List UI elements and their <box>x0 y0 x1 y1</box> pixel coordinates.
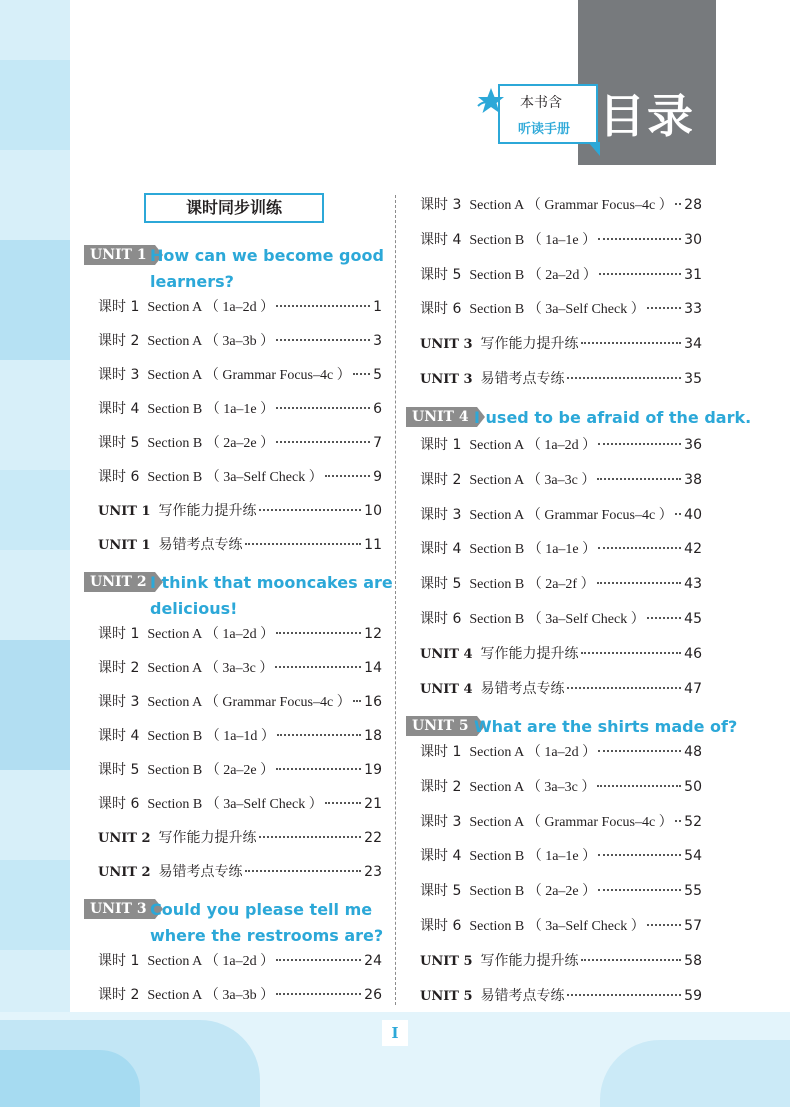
dot-leader <box>598 889 681 891</box>
toc-lesson-label: 课时 2 <box>420 779 462 795</box>
toc-entry[interactable] <box>420 678 702 700</box>
dot-leader <box>276 993 361 995</box>
dot-leader <box>597 582 682 584</box>
toc-lesson-label: 课时 6 <box>420 611 462 627</box>
dot-leader <box>581 342 682 344</box>
toc-lesson-label: 课时 5 <box>420 883 462 899</box>
toc-entry[interactable] <box>420 469 702 491</box>
toc-lesson-label: 课时 3 <box>420 814 462 830</box>
toc-entry-topic: Section A （ 3a–3b ） <box>147 988 275 1003</box>
dot-leader <box>276 305 370 307</box>
toc-entry-topic: Section B （ 2a–2e ） <box>147 763 275 778</box>
unit-title-line: learners? <box>150 272 234 291</box>
toc-page-number: 23 <box>364 864 382 880</box>
toc-entry[interactable] <box>98 466 382 488</box>
toc-page-number: 7 <box>373 435 382 451</box>
toc-lesson-label: 课时 4 <box>420 848 462 864</box>
toc-entry-topic: Section B （ 1a–1e ） <box>147 402 275 417</box>
toc-entry[interactable] <box>420 741 702 763</box>
dot-leader <box>567 377 682 379</box>
toc-page-number: 1 <box>373 299 382 315</box>
toc-entry[interactable] <box>98 759 382 781</box>
toc-entry[interactable] <box>420 264 702 286</box>
toc-entry-topic: 易错考点专练 <box>158 865 243 880</box>
unit-title-line: What are the shirts made of? <box>474 717 738 736</box>
toc-lesson-label: 课时 1 <box>420 437 462 453</box>
toc-entry[interactable] <box>98 330 382 352</box>
toc-page-number: 59 <box>684 988 702 1004</box>
toc-unit-label: UNIT 4 <box>420 647 473 662</box>
toc-page-number: 24 <box>364 953 382 969</box>
toc-entry-topic: Section B （ 2a–2f ） <box>469 577 595 592</box>
toc-page-number: 38 <box>684 472 702 488</box>
dot-leader <box>325 475 370 477</box>
dot-leader <box>567 687 682 689</box>
toc-entry[interactable] <box>98 623 382 645</box>
toc-entry-topic: Section B （ 3a–Self Check ） <box>469 302 645 317</box>
unit-title-line: where the restrooms are? <box>150 926 384 945</box>
toc-lesson-label: 课时 6 <box>420 301 462 317</box>
unit-title-line: I used to be afraid of the dark. <box>474 408 752 427</box>
left-background-stripe <box>0 240 70 360</box>
left-background-stripe <box>0 640 70 770</box>
dot-leader <box>647 617 681 619</box>
toc-entry[interactable] <box>98 861 382 883</box>
toc-lesson-label: 课时 2 <box>98 660 140 676</box>
toc-page-number: 21 <box>364 796 382 812</box>
toc-page-number: 34 <box>684 336 702 352</box>
toc-page-number: 52 <box>684 814 702 830</box>
toc-entry[interactable] <box>98 984 382 1006</box>
toc-page-number: 5 <box>373 367 382 383</box>
toc-entry-topic: 写作能力提升练 <box>480 337 579 352</box>
toc-page-number: 54 <box>684 848 702 864</box>
dot-leader <box>353 700 361 702</box>
dot-leader <box>598 238 681 240</box>
toc-entry-topic: Section B （ 3a–Self Check ） <box>147 470 323 485</box>
dot-leader <box>276 959 361 961</box>
toc-entry[interactable] <box>420 229 702 251</box>
toc-entry[interactable] <box>98 534 382 556</box>
toc-entry-topic: Section B （ 1a–1e ） <box>469 542 597 557</box>
dot-leader <box>276 339 370 341</box>
dot-leader <box>353 373 370 375</box>
star-icon <box>476 86 506 116</box>
toc-entry-topic: Section A （ 3a–3b ） <box>147 334 275 349</box>
toc-page-number: 57 <box>684 918 702 934</box>
toc-entry-topic: Section A （ 3a–3c ） <box>469 780 596 795</box>
toc-lesson-label: 课时 1 <box>98 953 140 969</box>
toc-page-number: 11 <box>364 537 382 553</box>
toc-unit-label: UNIT 5 <box>420 954 473 969</box>
toc-lesson-label: 课时 4 <box>98 728 140 744</box>
toc-entry[interactable] <box>420 333 702 355</box>
toc-entry[interactable] <box>98 500 382 522</box>
toc-page-number: 35 <box>684 371 702 387</box>
unit-title-line: I think that mooncakes are <box>150 573 393 592</box>
toc-entry[interactable] <box>98 725 382 747</box>
toc-entry[interactable] <box>98 950 382 972</box>
toc-page-number: 33 <box>684 301 702 317</box>
toc-lesson-label: 课时 1 <box>98 299 140 315</box>
toc-entry[interactable] <box>98 657 382 679</box>
toc-entry-topic: 写作能力提升练 <box>480 647 579 662</box>
toc-page-number: 10 <box>364 503 382 519</box>
toc-entry-topic: Section A （ Grammar Focus–4c ） <box>147 368 351 383</box>
toc-lesson-label: 课时 5 <box>420 576 462 592</box>
unit-tag: UNIT 4 <box>406 407 477 427</box>
unit-header[interactable] <box>84 243 384 293</box>
badge-line-1: 本书含 <box>520 95 562 111</box>
dot-leader <box>675 203 681 205</box>
toc-entry[interactable] <box>420 776 702 798</box>
toc-lesson-label: 课时 4 <box>420 232 462 248</box>
unit-title-line: How can we become good <box>150 246 384 265</box>
unit-tag: UNIT 2 <box>84 572 155 592</box>
dot-leader <box>245 870 362 872</box>
toc-entry-topic: 易错考点专练 <box>158 538 243 553</box>
page-number: I <box>382 1020 408 1046</box>
toc-page-number: 47 <box>684 681 702 697</box>
dot-leader <box>597 785 681 787</box>
badge-line-2: 听读手册 <box>518 122 571 137</box>
toc-entry-topic: Section A （ Grammar Focus–4c ） <box>469 815 673 830</box>
toc-entry-topic: 易错考点专练 <box>480 372 565 387</box>
toc-lesson-label: 课时 4 <box>98 401 140 417</box>
bottom-wave <box>0 1050 140 1107</box>
dot-leader <box>259 836 362 838</box>
dot-leader <box>598 854 681 856</box>
toc-page-number: 45 <box>684 611 702 627</box>
toc-page-number: 6 <box>373 401 382 417</box>
toc-entry-topic: Section B （ 1a–1e ） <box>469 233 597 248</box>
toc-page-number: 48 <box>684 744 702 760</box>
dot-leader <box>647 307 681 309</box>
toc-entry[interactable] <box>98 296 382 318</box>
toc-entry-topic: Section B （ 3a–Self Check ） <box>147 797 323 812</box>
toc-entry[interactable] <box>98 432 382 454</box>
toc-unit-label: UNIT 3 <box>420 372 473 387</box>
toc-page-number: 3 <box>373 333 382 349</box>
toc-entry-topic: 易错考点专练 <box>480 682 565 697</box>
toc-entry[interactable] <box>420 845 702 867</box>
toc-entry-topic: Section B （ 2a–2e ） <box>469 884 597 899</box>
dot-leader <box>597 478 681 480</box>
toc-entry[interactable] <box>420 434 702 456</box>
toc-lesson-label: 课时 2 <box>98 333 140 349</box>
toc-page-number: 46 <box>684 646 702 662</box>
toc-entry[interactable] <box>420 915 702 937</box>
toc-entry[interactable] <box>420 811 702 833</box>
unit-title-line: Could you please tell me <box>150 900 373 919</box>
toc-entry-topic: Section A （ 1a–2d ） <box>147 627 275 642</box>
dot-leader <box>276 407 370 409</box>
toc-page-number: 26 <box>364 987 382 1003</box>
toc-page-number: 9 <box>373 469 382 485</box>
toc-page-number: 30 <box>684 232 702 248</box>
badge-tail <box>588 142 600 156</box>
toc-page-number: 55 <box>684 883 702 899</box>
toc-entry-topic: Section A （ 3a–3c ） <box>147 661 274 676</box>
dot-leader <box>276 441 370 443</box>
toc-entry[interactable] <box>420 194 702 216</box>
toc-page-number: 43 <box>684 576 702 592</box>
toc-lesson-label: 课时 3 <box>420 197 462 213</box>
page-title: 目录 <box>599 89 695 143</box>
dot-leader <box>276 768 361 770</box>
toc-entry-topic: Section B （ 1a–1d ） <box>147 729 275 744</box>
toc-entry-topic: 写作能力提升练 <box>158 831 257 846</box>
unit-header[interactable] <box>84 570 393 620</box>
toc-unit-label: UNIT 1 <box>98 538 151 553</box>
toc-entry-topic: Section B （ 2a–2d ） <box>469 268 597 283</box>
dot-leader <box>599 273 681 275</box>
left-background-stripe <box>0 470 70 550</box>
toc-lesson-label: 课时 5 <box>98 435 140 451</box>
toc-lesson-label: 课时 5 <box>420 267 462 283</box>
toc-entry-topic: Section A （ Grammar Focus–4c ） <box>469 198 673 213</box>
toc-lesson-label: 课时 2 <box>98 987 140 1003</box>
toc-page-number: 40 <box>684 507 702 523</box>
toc-entry[interactable] <box>98 793 382 815</box>
toc-lesson-label: 课时 3 <box>98 694 140 710</box>
toc-entry[interactable] <box>420 880 702 902</box>
toc-entry[interactable] <box>98 364 382 386</box>
dot-leader <box>581 652 682 654</box>
toc-unit-label: UNIT 1 <box>98 504 151 519</box>
unit-header[interactable] <box>84 897 384 947</box>
toc-entry[interactable] <box>420 950 702 972</box>
toc-page-number: 22 <box>364 830 382 846</box>
toc-lesson-label: 课时 6 <box>98 469 140 485</box>
toc-unit-label: UNIT 2 <box>98 831 151 846</box>
toc-page-number: 31 <box>684 267 702 283</box>
toc-entry-topic: Section A （ 1a–2d ） <box>147 300 275 315</box>
toc-entry[interactable] <box>420 504 702 526</box>
toc-page-number: 50 <box>684 779 702 795</box>
toc-unit-label: UNIT 4 <box>420 682 473 697</box>
dot-leader <box>675 820 681 822</box>
toc-page-number: 16 <box>364 694 382 710</box>
dot-leader <box>259 509 362 511</box>
toc-page-number: 12 <box>364 626 382 642</box>
toc-page-number: 58 <box>684 953 702 969</box>
unit-tag: UNIT 3 <box>84 899 155 919</box>
toc-unit-label: UNIT 5 <box>420 989 473 1004</box>
toc-entry-topic: Section A （ 1a–2d ） <box>147 954 275 969</box>
toc-page-number: 36 <box>684 437 702 453</box>
toc-page-number: 18 <box>364 728 382 744</box>
toc-entry-topic: Section A （ 3a–3c ） <box>469 473 596 488</box>
column-divider <box>395 195 396 1005</box>
toc-unit-label: UNIT 2 <box>98 865 151 880</box>
left-background-stripe <box>0 860 70 950</box>
toc-page-number: 19 <box>364 762 382 778</box>
toc-entry-topic: Section B （ 1a–1e ） <box>469 849 597 864</box>
toc-entry[interactable] <box>420 608 702 630</box>
toc-lesson-label: 课时 6 <box>98 796 140 812</box>
section-title: 课时同步训练 <box>144 193 324 223</box>
toc-entry[interactable] <box>420 643 702 665</box>
dot-leader <box>245 543 362 545</box>
toc-lesson-label: 课时 5 <box>98 762 140 778</box>
toc-entry-topic: Section A （ 1a–2d ） <box>469 438 597 453</box>
dot-leader <box>598 443 681 445</box>
dot-leader <box>276 632 361 634</box>
toc-entry[interactable] <box>98 827 382 849</box>
toc-lesson-label: 课时 1 <box>98 626 140 642</box>
toc-lesson-label: 课时 6 <box>420 918 462 934</box>
dot-leader <box>647 924 681 926</box>
toc-page-number: 28 <box>684 197 702 213</box>
toc-entry-topic: 写作能力提升练 <box>158 504 257 519</box>
toc-lesson-label: 课时 4 <box>420 541 462 557</box>
dot-leader <box>277 734 361 736</box>
toc-lesson-label: 课时 1 <box>420 744 462 760</box>
dot-leader <box>275 666 361 668</box>
toc-entry[interactable] <box>420 298 702 320</box>
toc-unit-label: UNIT 3 <box>420 337 473 352</box>
toc-entry-topic: 易错考点专练 <box>480 989 565 1004</box>
dot-leader <box>598 547 681 549</box>
toc-entry[interactable] <box>420 573 702 595</box>
unit-title-line: delicious! <box>150 599 238 618</box>
toc-lesson-label: 课时 2 <box>420 472 462 488</box>
toc-entry-topic: Section A （ Grammar Focus–4c ） <box>147 695 351 710</box>
unit-tag: UNIT 5 <box>406 716 477 736</box>
toc-entry[interactable] <box>98 398 382 420</box>
toc-entry-topic: Section A （ Grammar Focus–4c ） <box>469 508 673 523</box>
dot-leader <box>598 750 681 752</box>
toc-entry[interactable] <box>420 538 702 560</box>
toc-entry[interactable] <box>420 985 702 1007</box>
toc-entry-topic: Section B （ 3a–Self Check ） <box>469 919 645 934</box>
dot-leader <box>581 959 682 961</box>
toc-entry-topic: Section B （ 2a–2e ） <box>147 436 275 451</box>
toc-entry-topic: Section A （ 1a–2d ） <box>469 745 597 760</box>
left-background-stripe <box>0 60 70 150</box>
toc-entry[interactable] <box>98 691 382 713</box>
toc-entry-topic: 写作能力提升练 <box>480 954 579 969</box>
toc-lesson-label: 课时 3 <box>98 367 140 383</box>
bottom-wave <box>600 1040 790 1107</box>
dot-leader <box>675 513 681 515</box>
toc-entry-topic: Section B （ 3a–Self Check ） <box>469 612 645 627</box>
dot-leader <box>325 802 361 804</box>
dot-leader <box>567 994 682 996</box>
unit-tag: UNIT 1 <box>84 245 155 265</box>
toc-page-number: 14 <box>364 660 382 676</box>
toc-page-number: 42 <box>684 541 702 557</box>
toc-entry[interactable] <box>420 368 702 390</box>
toc-lesson-label: 课时 3 <box>420 507 462 523</box>
